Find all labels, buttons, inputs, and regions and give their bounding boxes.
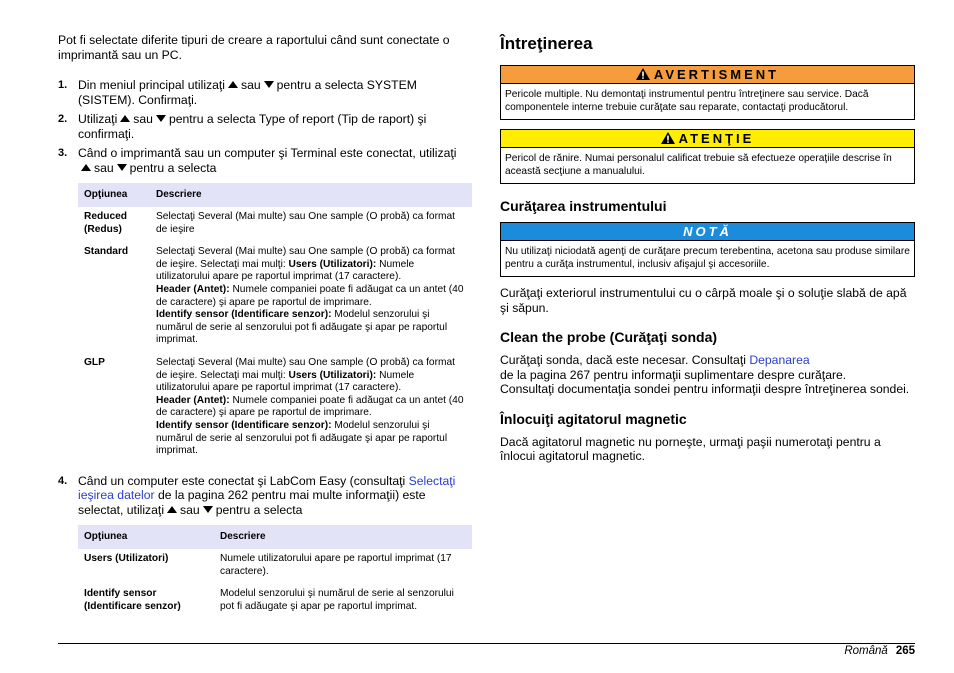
note-box: [500, 222, 915, 277]
down-arrow-icon: [264, 81, 274, 88]
step-1: 1. Din meniul principal utilizaţi sau pentru a selecta SYSTEM (SISTEM). Confirmaţi.: [58, 78, 417, 107]
note-header: NOTĂ: [501, 223, 914, 241]
right-column: [500, 33, 915, 464]
caution-text: Pericol de rănire. Numai personalul calificat trebuie să efectueze operaţiile descrise în această secţiune a manualului.: [505, 153, 892, 177]
step-number: 3.: [58, 147, 68, 159]
caution-box: [500, 129, 915, 184]
warning-triangle-icon: [636, 68, 650, 80]
step-list: [58, 78, 472, 175]
left-column: [58, 33, 472, 630]
warning-text: Pericole multiple. Nu demontaţi instrumentul pentru întreţinere sau service. Dacă componentele interne trebuie curăţate sau reparate, contactaţi producătorul.: [505, 89, 869, 113]
labcom-options-table: [78, 525, 472, 619]
caution-header: ATENŢIE: [501, 130, 914, 148]
down-arrow-icon: [117, 164, 127, 171]
step-number: 1.: [58, 79, 68, 91]
step-4: 4. Când un computer este conectat şi LabCom Easy (consultaţi Selectaţi ieşirea datelor de la pagina 262 pentru mai multe informaţii) este selectat, utilizaţi sau pentru a selecta: [58, 473, 456, 517]
step-3: 3. Când o imprimantă sau un computer şi Terminal este conectat, utilizaţisau pentru a selecta: [58, 146, 457, 175]
step-number: 2.: [58, 113, 68, 125]
step-number: 4.: [58, 474, 68, 487]
up-arrow-icon: [228, 81, 238, 88]
page-footer: [844, 642, 915, 658]
table-header: Opţiunea Descriere: [78, 525, 472, 549]
step-list: [58, 474, 472, 518]
report-options-table: [78, 183, 472, 464]
table-row: Identify sensor (Identificare senzor) Modelul senzorului şi numărul de serie al senzorului pot fi adăugate şi apar pe raportul imprimat.: [84, 588, 454, 612]
step-2: 2. Utilizaţi sau pentru a selecta Type of report (Tip de raport) şi confirmaţi.: [58, 112, 427, 141]
warning-header: AVERTISMENT: [501, 66, 914, 84]
troubleshooting-link[interactable]: Depanarea: [749, 353, 810, 367]
subsection-title: Curăţarea instrumentului: [500, 198, 667, 214]
subsection-title: Înlocuiţi agitatorul magnetic: [500, 410, 687, 427]
note-text: Nu utilizaţi niciodată agenţi de curăţare precum terebentina, acetona sau produse similare pentru a curăţa instrumentul, inclusiv afişajul şi accesoriile.: [505, 246, 910, 270]
up-arrow-icon: [120, 115, 130, 122]
table-row: GLP Selectaţi Several (Mai multe) sau One sample (O probă) ca format de ieşire. Selectaţi mai mulţi: Users (Utilizatori): Numele utilizatorului apare pe raportul imprimat (17 caractere). Header (Antet): Numele companiei poate fi adăugat ca un antet (40 de caractere) şi apare pe raportul de imprimare. Identify sensor (Identificare senzor): Modelul senzorului şi numărul de serie al senzorului pot fi adăugate şi apar pe raportul imprimat.: [84, 356, 464, 457]
footer-divider: [58, 643, 915, 644]
table-row: Reduced (Redus) Selectaţi Several (Mai multe) sau One sample (O probă) ca format de ieşire: [84, 211, 455, 235]
footer-language: Română: [844, 645, 888, 657]
table-header: Opţiunea Descriere: [78, 183, 472, 207]
warning-box: [500, 65, 915, 120]
warning-triangle-icon: [661, 132, 675, 144]
stirrer-text: Dacă agitatorul magnetic nu porneşte, urmaţi paşii numerotaţi pentru a înlocui agitatorul magnetic.: [500, 434, 881, 463]
table-row: Users (Utilizatori) Numele utilizatorului apare pe raportul imprimat (17 caractere).: [84, 553, 452, 577]
subsection-title: Clean the probe (Curăţaţi sonda): [500, 329, 718, 345]
down-arrow-icon: [203, 506, 213, 513]
intro-text: Pot fi selectate diferite tipuri de creare a raportului când sunt conectate o imprimantă sau un PC.: [58, 33, 450, 62]
table-row: Standard Selectaţi Several (Mai multe) sau One sample (O probă) ca format de ieşire. Selectaţi mai mulţi: Users (Utilizatori): Numele utilizatorului apare pe raportul imprimat (17 caractere). Header (Antet): Numele companiei poate fi adăugat ca un antet (40 de caractere) şi apare pe raportul de imprimare. Identify sensor (Identificare senzor): Modelul senzorului şi numărul de serie al senzorului pot fi adăugate şi apar pe raportul imprimat.: [84, 246, 464, 346]
down-arrow-icon: [156, 115, 166, 122]
probe-text: Curăţaţi sonda, dacă este necesar. Consultaţi Depanarea de la pagina 267 pentru informaţii suplimentare despre curăţare. Consultaţi documentaţia sondei pentru informaţii despre întreţinerea sondei.: [500, 353, 910, 396]
section-title: Întreţinerea: [500, 34, 593, 53]
cleaning-text: Curăţaţi exteriorul instrumentului cu o cârpă moale şi o soluţie slabă de apă şi săpun.: [500, 286, 907, 315]
up-arrow-icon: [167, 506, 177, 513]
up-arrow-icon: [81, 164, 91, 171]
data-output-link[interactable]: Selectaţi ieşirea datelor: [78, 473, 456, 503]
page-number: 265: [895, 645, 915, 657]
